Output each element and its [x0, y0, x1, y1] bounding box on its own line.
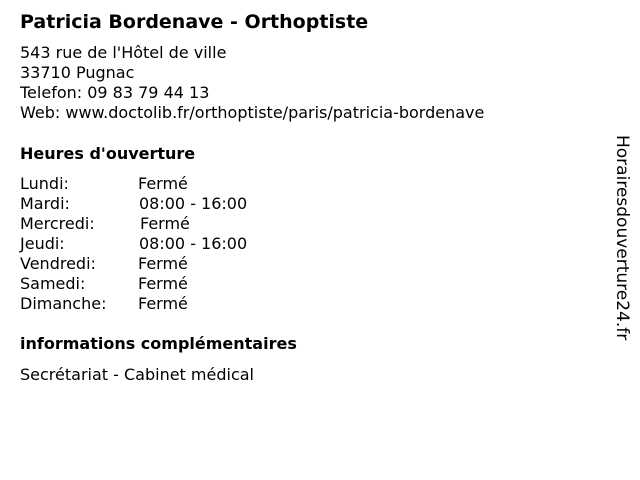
additional-info-heading: informations complémentaires [20, 334, 297, 353]
opening-hours-heading: Heures d'ouverture [20, 144, 196, 163]
website-link[interactable]: Web: www.doctolib.fr/orthoptiste/paris/patricia-bordenave [20, 103, 485, 122]
day-hours: 08:00 - 16:00 [139, 234, 248, 253]
day-hours: Fermé [138, 254, 188, 273]
day-label: Mercredi: [20, 214, 95, 233]
page-title: Patricia Bordenave - Orthoptiste [20, 11, 369, 33]
day-hours: Fermé [138, 274, 188, 293]
day-label: Samedi: [20, 274, 86, 293]
day-label: Mardi: [20, 194, 70, 213]
day-hours: Fermé [138, 294, 188, 313]
day-label: Vendredi: [20, 254, 96, 273]
watermark-text: Horairesdouverture24.fr [612, 135, 632, 341]
day-label: Jeudi: [20, 234, 65, 253]
additional-info-text: Secrétariat - Cabinet médical [20, 365, 254, 384]
day-hours: Fermé [138, 174, 188, 193]
address-city: 33710 Pugnac [20, 63, 135, 82]
day-hours: Fermé [140, 214, 190, 233]
day-hours: 08:00 - 16:00 [139, 194, 248, 213]
day-label: Lundi: [20, 174, 69, 193]
day-label: Dimanche: [20, 294, 107, 313]
address-street: 543 rue de l'Hôtel de ville [20, 43, 227, 62]
watermark [612, 135, 632, 375]
phone-number[interactable]: Telefon: 09 83 79 44 13 [20, 83, 210, 102]
